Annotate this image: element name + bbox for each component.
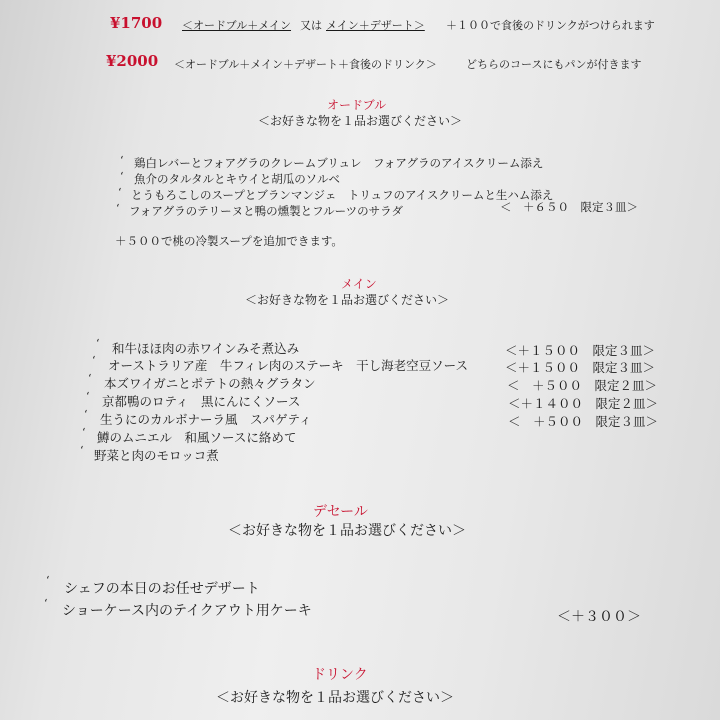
- course-1700-part1: ＜オードブル＋メイン: [182, 19, 292, 32]
- main-bullet-5: ‘: [84, 408, 88, 421]
- hors-item-4: フォアグラのテリーヌと鴨の燻製とフルーツのサラダ: [129, 204, 404, 218]
- main-item-2-extra: ＜＋１５００ 限定３皿＞: [505, 360, 656, 375]
- main-item-1-extra: ＜＋１５００ 限定３皿＞: [505, 343, 656, 358]
- course-price-1700: ¥1700: [110, 14, 163, 32]
- main-item-4: 京都鴨のロティ 黒にんにくソース: [102, 394, 301, 409]
- main-subtitle: ＜お好きな物を１品お選びください＞: [245, 293, 450, 307]
- dessert-bullet-2: ‘: [44, 597, 48, 610]
- dessert-item-2-extra: ＜＋３００＞: [557, 609, 641, 625]
- drink-subtitle: ＜お好きな物を１品お選びください＞: [216, 690, 454, 706]
- hors-item-3: とうもろこしのスープとブランマンジェ トリュフのアイスクリームと生ハム添え: [131, 188, 554, 202]
- main-bullet-6: ‘: [82, 426, 86, 439]
- main-bullet-1: ‘: [96, 337, 100, 350]
- main-item-7: 野菜と肉のモロッコ煮: [94, 448, 219, 463]
- dessert-bullet-1: ‘: [46, 574, 50, 587]
- dessert-item-1: シェフの本日のお任せデザート: [64, 581, 260, 597]
- dessert-subtitle: ＜お好きな物を１品お選びください＞: [228, 523, 466, 539]
- main-item-3: 本ズワイガニとポテトの熱々グラタン: [104, 376, 316, 391]
- main-bullet-2: ‘: [92, 354, 96, 367]
- hors-note: ＋５００で桃の冷製スープを追加できます。: [115, 234, 343, 248]
- hors-bullet-3: ‘: [118, 186, 122, 199]
- course-2000-note: どちらのコースにもパンが付きます: [466, 58, 642, 71]
- hors-subtitle: ＜お好きな物を１品お選びください＞: [258, 114, 463, 128]
- hors-bullet-2: ‘: [120, 170, 124, 183]
- hors-item-4-extra: ＜ ＋６５０ 限定３皿＞: [500, 200, 638, 214]
- hors-title: オードブル: [327, 98, 387, 112]
- main-bullet-4: ‘: [86, 390, 90, 403]
- hors-bullet-4: ‘: [116, 202, 120, 215]
- main-item-2: オーストラリア産 牛フィレ肉のステーキ 干し海老空豆ソース: [108, 358, 469, 373]
- dessert-title: デセール: [313, 504, 368, 520]
- hors-item-2: 魚介のタルタルとキウイと胡瓜のソルベ: [134, 172, 340, 186]
- main-item-5: 生うにのカルボナーラ風 スパゲティ: [100, 412, 312, 427]
- course-2000-desc: ＜オードブル＋メイン＋デザート＋食後のドリンク＞: [174, 58, 437, 71]
- main-item-5-extra: ＜ ＋５００ 限定３皿＞: [508, 414, 659, 429]
- course-1700-note: ＋１００で食後のドリンクがつけられます: [446, 19, 655, 32]
- main-bullet-3: ‘: [88, 372, 92, 385]
- main-item-1: 和牛ほほ肉の赤ワインみそ煮込み: [112, 341, 300, 356]
- hors-bullet-1: ‘: [120, 154, 124, 167]
- dessert-item-2: ショーケース内のテイクアウト用ケーキ: [62, 603, 312, 619]
- drink-title: ドリンク: [312, 667, 368, 683]
- main-item-4-extra: ＜＋１４００ 限定２皿＞: [508, 396, 659, 411]
- main-title: メイン: [341, 277, 377, 291]
- main-item-3-extra: ＜ ＋５００ 限定２皿＞: [507, 378, 658, 393]
- hors-item-1: 鶏白レバーとフォアグラのクレームブリュレ フォアグラのアイスクリーム添え: [134, 156, 544, 170]
- course-1700-part2: メイン＋デザート＞: [326, 19, 425, 32]
- main-item-6: 鱒のムニエル 和風ソースに絡めて: [97, 430, 297, 445]
- course-1700-or: 又は: [300, 19, 322, 32]
- main-bullet-7: ‘: [80, 444, 84, 457]
- course-price-2000: ¥2000: [106, 52, 159, 70]
